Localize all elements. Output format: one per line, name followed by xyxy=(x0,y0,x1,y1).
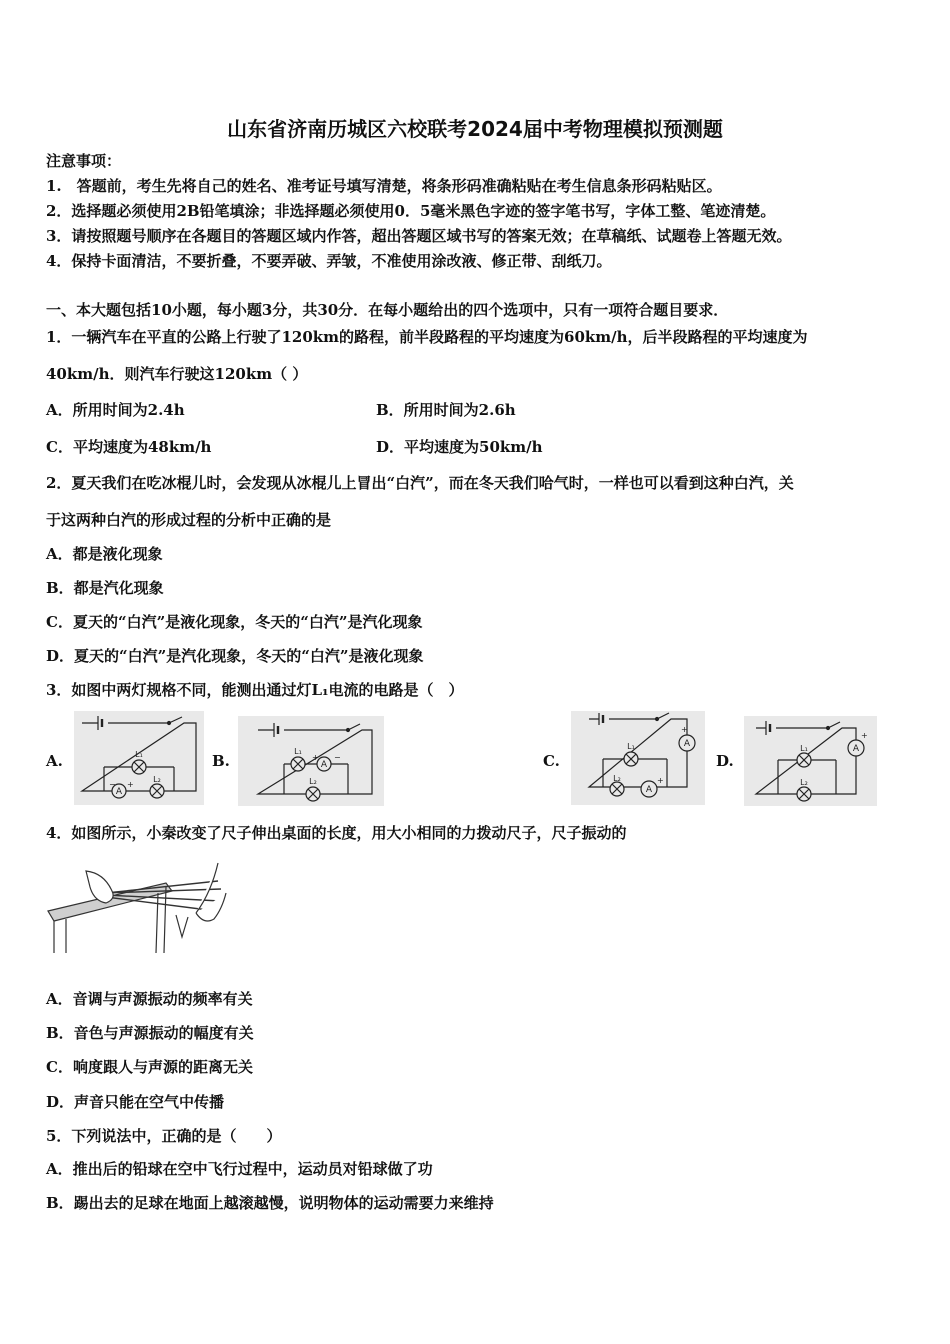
notice-item: 1. 答题前，考生先将自己的姓名、准考证号填写清楚，将条形码准确粘贴在考生信息条形码粘贴区。 xyxy=(46,177,722,195)
section-heading: 一、本大题包括10小题，每小题3分，共30分．在每小题给出的四个选项中，只有一项符合题目要求． xyxy=(46,301,729,319)
ammeter-plus: + xyxy=(861,731,868,740)
ammeter-minus: − xyxy=(334,753,341,762)
q5-stem: 5．下列说法中，正确的是（ ） xyxy=(46,1127,282,1145)
q2-stem: 2．夏天我们在吃冰棍儿时，会发现从冰棍儿上冒出“白汽”，而在冬天我们哈气时，一样也可以看到这种白汽，关 xyxy=(46,474,794,492)
switch-contact xyxy=(347,729,350,732)
lamp-l2-label: L₂ xyxy=(309,777,317,786)
switch-contact xyxy=(827,727,830,730)
lamp-l1-label: L₁ xyxy=(800,744,808,753)
ammeter-plus: + xyxy=(657,776,664,785)
q2-stem-cont: 于这两种白汽的形成过程的分析中正确的是 xyxy=(46,511,332,529)
lamp-l2-label: L₂ xyxy=(613,774,621,783)
q1-option-a: A．所用时间为2.4h xyxy=(46,401,185,419)
circuit-diagram-a xyxy=(74,711,204,805)
notice-item: 2．选择题必须使用2B铅笔填涂；非选择题必须使用0．5毫米黑色字迹的签字笔书写，字体工整、笔迹清楚。 xyxy=(46,202,776,220)
switch-contact xyxy=(656,718,659,721)
q3-stem: 3．如图中两灯规格不同，能测出通过灯L₁电流的电路是（ ） xyxy=(46,681,464,699)
lamp-l1-label: L₁ xyxy=(627,742,635,751)
notice-item: 3．请按照题号顺序在各题目的答题区域内作答，超出答题区域书写的答案无效；在草稿纸、试题卷上答题无效。 xyxy=(46,227,792,245)
switch-icon xyxy=(169,717,182,723)
q4-option-a: A．音调与声源振动的频率有关 xyxy=(46,990,253,1008)
wire xyxy=(589,719,687,787)
q4-option-d: D．声音只能在空气中传播 xyxy=(46,1093,225,1111)
hand-icon xyxy=(196,863,226,921)
q1-stem: 1．一辆汽车在平直的公路上行驶了120km的路程，前半段路程的平均速度为60km/h，后半段路程的平均速度为 xyxy=(46,328,808,346)
page-title: 山东省济南历城区六校联考2024届中考物理模拟预测题 xyxy=(227,117,723,141)
ammeter-plus: + xyxy=(312,753,319,762)
q3-label-d: D. xyxy=(716,752,734,770)
circuit-diagram-d xyxy=(744,716,877,806)
q1-option-d: D．平均速度为50km/h xyxy=(376,438,543,456)
q5-option-a: A．推出后的铅球在空中飞行过程中，运动员对铅球做了功 xyxy=(46,1160,433,1178)
ammeter-label: A xyxy=(115,787,123,797)
q4-stem: 4．如图所示，小秦改变了尺子伸出桌面的长度，用大小相同的力拨动尺子，尺子振动的 xyxy=(46,824,627,842)
q1-stem-cont: 40km/h．则汽车行驶这120km（ ） xyxy=(46,365,308,383)
ruler-vibration-illustration xyxy=(46,853,228,955)
ammeter-label: A xyxy=(320,760,328,770)
circuit-diagram-b xyxy=(238,716,384,806)
lamp-l2-label: L₂ xyxy=(800,778,808,787)
lamp-l2-label: L₂ xyxy=(153,775,161,784)
q1-option-b: B．所用时间为2.6h xyxy=(376,401,516,419)
ammeter-plus: + xyxy=(127,780,134,789)
ruler-tip xyxy=(176,915,188,937)
ammeter-label: A xyxy=(683,739,691,749)
q3-label-a: A. xyxy=(46,752,63,770)
q2-option-b: B．都是汽化现象 xyxy=(46,579,164,597)
ammeter-label: A xyxy=(852,744,860,754)
q2-option-a: A．都是液化现象 xyxy=(46,545,163,563)
ammeter-plus: + xyxy=(681,725,688,734)
q5-option-b: B．踢出去的足球在地面上越滚越慢，说明物体的运动需要力来维持 xyxy=(46,1194,494,1212)
notice-heading: 注意事项： xyxy=(46,152,122,170)
circuit-diagram-c xyxy=(571,711,705,805)
q2-option-c: C．夏天的“白汽”是液化现象，冬天的“白汽”是汽化现象 xyxy=(46,613,423,631)
lamp-l1-label: L₁ xyxy=(294,747,302,756)
q2-option-d: D．夏天的“白汽”是汽化现象，冬天的“白汽”是液化现象 xyxy=(46,647,424,665)
q4-option-b: B．音色与声源振动的幅度有关 xyxy=(46,1024,254,1042)
q3-label-c: C. xyxy=(543,752,560,770)
q1-option-c: C．平均速度为48km/h xyxy=(46,438,212,456)
hand-icon xyxy=(86,871,113,903)
notice-item: 4．保持卡面清洁，不要折叠，不要弄破、弄皱，不准使用涂改液、修正带、刮纸刀。 xyxy=(46,252,612,270)
lamp-l1-label: L₁ xyxy=(135,750,143,759)
q4-option-c: C．响度跟人与声源的距离无关 xyxy=(46,1058,253,1076)
q3-label-b: B. xyxy=(212,752,230,770)
switch-contact xyxy=(168,722,171,725)
ammeter-minus: − xyxy=(109,780,116,789)
ammeter-label: A xyxy=(645,785,653,795)
